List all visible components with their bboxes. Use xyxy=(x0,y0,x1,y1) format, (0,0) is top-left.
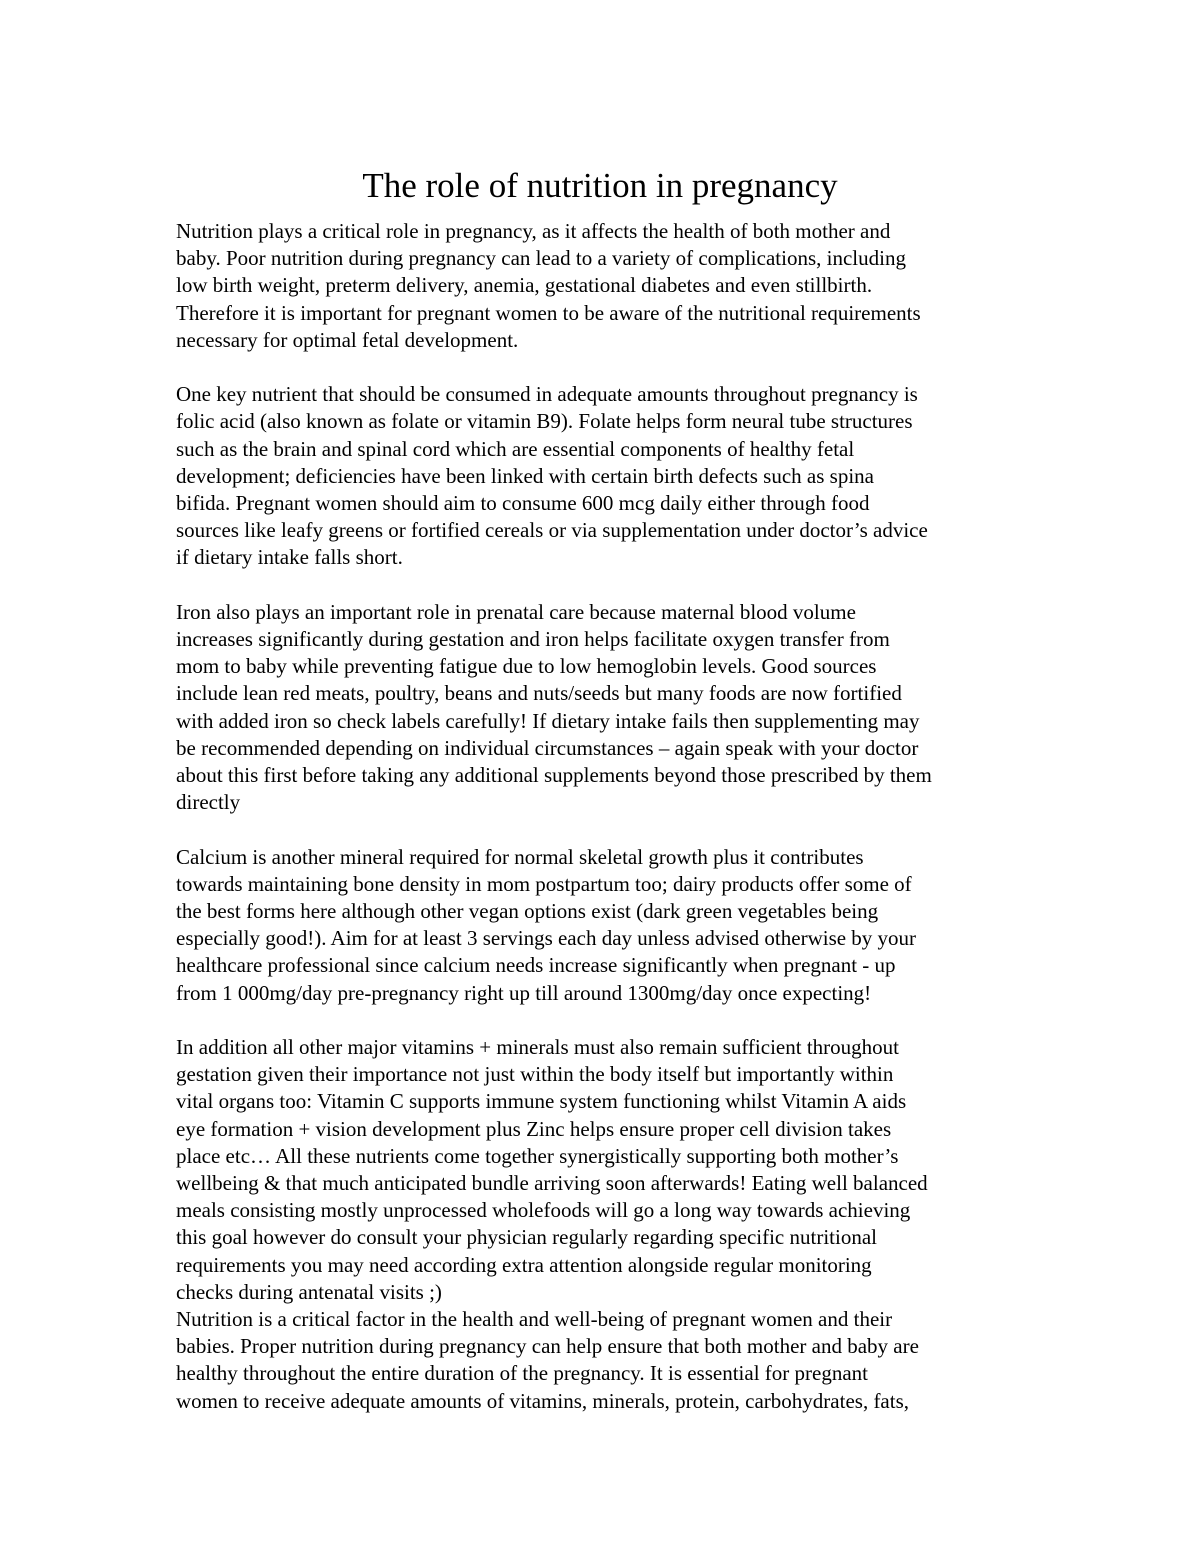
text-line: place etc… All these nutrients come together synergistically supporting both mother’s xyxy=(176,1143,899,1168)
text-line: low birth weight, preterm delivery, anemia, gestational diabetes and even stillbirth. xyxy=(176,273,873,298)
text-line: eye formation + vision development plus Zinc helps ensure proper cell division takes xyxy=(176,1116,892,1141)
text-line: such as the brain and spinal cord which are essential components of healthy fetal xyxy=(176,436,855,461)
text-line: women to receive adequate amounts of vitamins, minerals, protein, carbohydrates, fats, xyxy=(176,1388,910,1413)
paragraph-iron xyxy=(176,599,1036,817)
text-line: with added iron so check labels carefully! If dietary intake fails then supplementing may xyxy=(176,708,920,733)
text-line: increases significantly during gestation and iron helps facilitate oxygen transfer from xyxy=(176,627,890,652)
text-line: babies. Proper nutrition during pregnancy can help ensure that both mother and baby are xyxy=(176,1334,919,1359)
text-line: Nutrition plays a critical role in pregnancy, as it affects the health of both mother and xyxy=(176,219,891,243)
text-line: meals consisting mostly unprocessed wholefoods will go a long way towards achieving xyxy=(176,1198,911,1223)
text-line: the best forms here although other vegan options exist (dark green vegetables being xyxy=(176,899,879,924)
text-line: baby. Poor nutrition during pregnancy can lead to a variety of complications, including xyxy=(176,246,906,271)
text-line: directly xyxy=(176,790,241,815)
text-line: development; deficiencies have been linked with certain birth defects such as spina xyxy=(176,463,874,488)
text-line: gestation given their importance not just within the body itself but importantly within xyxy=(176,1062,894,1087)
text-line: especially good!). Aim for at least 3 servings each day unless advised otherwise by your xyxy=(176,926,917,951)
text-line: include lean red meats, poultry, beans and nuts/seeds but many foods are now fortified xyxy=(176,681,902,706)
text-line: checks during antenatal visits ;) xyxy=(176,1279,442,1304)
paragraph-vitamins-minerals xyxy=(176,1034,1036,1306)
text-line: healthcare professional since calcium needs increase significantly when pregnant - up xyxy=(176,953,896,978)
text-line: wellbeing & that much anticipated bundle arriving soon afterwards! Eating well balanced xyxy=(176,1171,928,1196)
text-line: this goal however do consult your physician regularly regarding specific nutritional xyxy=(176,1225,877,1250)
text-line: vital organs too: Vitamin C supports immune system functioning whilst Vitamin A aids xyxy=(176,1089,907,1114)
text-line: In addition all other major vitamins + minerals must also remain sufficient throughout xyxy=(176,1035,899,1060)
text-line: folic acid (also known as folate or vitamin B9). Folate helps form neural tube structures xyxy=(176,409,913,434)
text-line: Iron also plays an important role in prenatal care because maternal blood volume xyxy=(176,599,856,624)
paragraph-calcium xyxy=(176,844,1036,1007)
text-line: from 1 000mg/day pre-pregnancy right up till around 1300mg/day once expecting! xyxy=(176,980,872,1005)
text-line: about this first before taking any additional supplements beyond those prescribed by them xyxy=(176,763,932,788)
text-line: requirements you may need according extra attention alongside regular monitoring xyxy=(176,1252,872,1277)
paragraph-intro xyxy=(176,218,1036,354)
text-line: healthy throughout the entire duration of the pregnancy. It is essential for pregnant xyxy=(176,1361,869,1386)
text-line: be recommended depending on individual circumstances – again speak with your doctor xyxy=(176,735,919,760)
text-line: Nutrition is a critical factor in the health and well-being of pregnant women and their xyxy=(176,1307,893,1332)
text-line: bifida. Pregnant women should aim to consume 600 mcg daily either through food xyxy=(176,491,870,516)
text-line: if dietary intake falls short. xyxy=(176,545,403,570)
text-line: Therefore it is important for pregnant women to be aware of the nutritional requirements xyxy=(176,300,921,325)
text-line: towards maintaining bone density in mom postpartum too; dairy products offer some of xyxy=(176,871,912,896)
paragraph-folic-acid xyxy=(176,381,1036,571)
document-title: The role of nutrition in pregnancy xyxy=(362,166,838,205)
text-line: mom to baby while preventing fatigue due to low hemoglobin levels. Good sources xyxy=(176,654,877,679)
paragraph-nutrition-factor xyxy=(176,1306,1036,1415)
text-line: necessary for optimal fetal development. xyxy=(176,327,519,352)
text-line: sources like leafy greens or fortified cereals or via supplementation under doctor’s advice xyxy=(176,518,928,543)
text-line: One key nutrient that should be consumed in adequate amounts throughout pregnancy is xyxy=(176,382,918,407)
document-body xyxy=(176,218,1036,1415)
text-line: Calcium is another mineral required for normal skeletal growth plus it contributes xyxy=(176,844,864,869)
